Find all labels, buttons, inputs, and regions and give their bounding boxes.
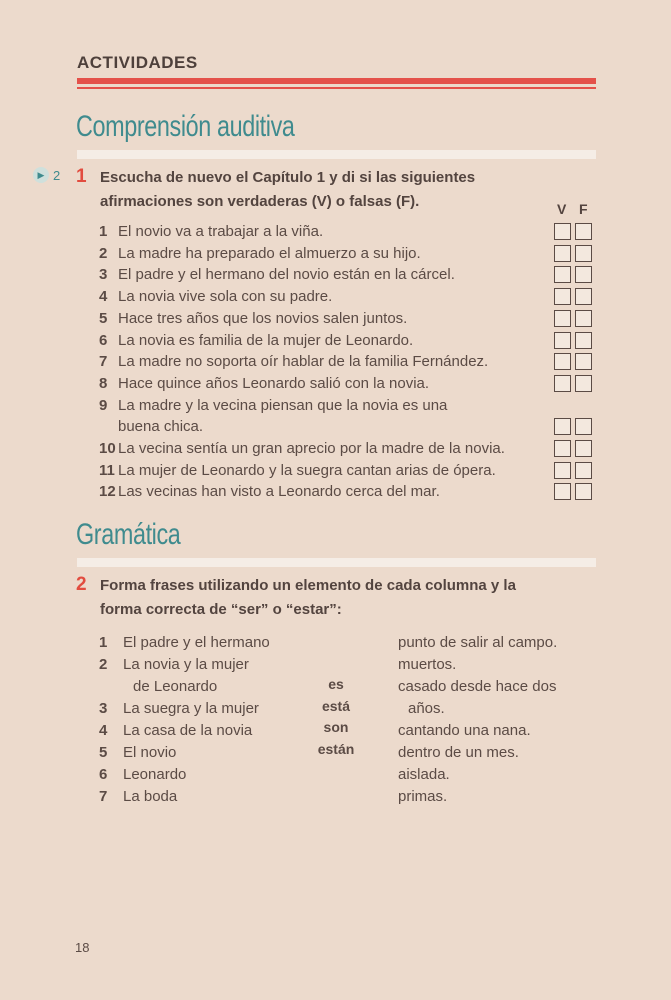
subject-text: de Leonardo <box>133 678 218 695</box>
item-text: Hace tres años que los novios salen juntos. <box>118 309 408 327</box>
statement-item <box>99 351 559 373</box>
track-number: 2 <box>53 167 61 183</box>
item-number: 6 <box>99 766 108 783</box>
item-number: 5 <box>99 309 108 327</box>
item-text: La novia es familia de la mujer de Leonardo. <box>118 331 414 349</box>
statement-item <box>99 438 559 460</box>
item-number: 7 <box>99 353 108 371</box>
statement-item <box>99 330 559 352</box>
statement-item <box>99 243 559 265</box>
complement-item: casado desde hace dos <box>398 678 557 695</box>
subject-item <box>99 676 217 698</box>
subject-item <box>99 742 176 764</box>
complement-item: cantando una nana. <box>398 722 531 739</box>
true-checkbox[interactable] <box>554 462 571 479</box>
false-checkbox[interactable] <box>575 375 592 392</box>
subject-item <box>99 720 252 742</box>
subject-item <box>99 786 177 808</box>
item-text: El novio va a trabajar a la viña. <box>118 223 324 240</box>
item-number: 1 <box>99 634 108 651</box>
verb-option: están <box>317 740 355 757</box>
true-checkbox[interactable] <box>554 245 571 262</box>
item-text: Hace quince años Leonardo salió con la novia. <box>118 374 430 392</box>
false-checkbox[interactable] <box>575 223 592 240</box>
question-number: 2 <box>76 574 87 595</box>
item-number: 4 <box>99 722 108 739</box>
subject-item <box>99 632 270 654</box>
question-text <box>100 574 516 622</box>
section-underline <box>77 558 596 567</box>
question-text <box>100 166 475 214</box>
item-text: La vecina sentía un gran aprecio por la madre de la novia. <box>118 440 505 457</box>
statement-item <box>99 286 559 308</box>
subject-text: El novio <box>123 744 177 761</box>
statement-item <box>99 460 559 482</box>
complement-item: muertos. <box>398 656 457 673</box>
false-checkbox[interactable] <box>575 440 592 457</box>
item-number: 2 <box>99 244 108 262</box>
item-number: 3 <box>99 700 108 717</box>
false-checkbox[interactable] <box>575 245 592 262</box>
item-text: Las vecinas han visto a Leonardo cerca del mar. <box>118 483 440 501</box>
question-line: afirmaciones son verdaderas (V) o falsas (F). <box>100 193 420 210</box>
verb-option: es <box>328 676 344 692</box>
true-checkbox[interactable] <box>554 332 571 349</box>
item-text: El padre y el hermano del novio están en la cárcel. <box>118 266 455 284</box>
subject-item <box>99 654 249 676</box>
section-title-gramatica: Gramática <box>76 518 181 551</box>
verb-option: son <box>323 719 349 735</box>
statement-item <box>99 264 559 286</box>
true-checkbox[interactable] <box>554 483 571 500</box>
subject-text: La boda <box>123 788 178 805</box>
subject-text: Leonardo <box>123 766 187 783</box>
true-label: V <box>557 201 567 217</box>
true-checkbox[interactable] <box>554 223 571 240</box>
true-checkbox[interactable] <box>554 310 571 327</box>
section-title-comprension: Comprensión auditiva <box>76 110 295 143</box>
section-header: ACTIVIDADES <box>77 53 198 72</box>
false-checkbox[interactable] <box>575 483 592 500</box>
false-checkbox[interactable] <box>575 462 592 479</box>
false-checkbox[interactable] <box>575 418 592 435</box>
false-checkbox[interactable] <box>575 332 592 349</box>
item-number: 5 <box>99 744 108 761</box>
section-underline <box>77 150 596 159</box>
item-number: 9 <box>99 396 108 414</box>
question-line: Forma frases utilizando un elemento de cada columna y la <box>100 577 516 594</box>
false-checkbox[interactable] <box>575 266 592 283</box>
true-checkbox[interactable] <box>554 440 571 457</box>
item-number: 1 <box>99 223 108 240</box>
statement-item <box>99 373 559 395</box>
complement-item: aislada. <box>398 766 450 783</box>
page-number: 18 <box>75 940 90 955</box>
statement-item <box>99 221 559 243</box>
complement-item: primas. <box>398 788 448 805</box>
item-number: 6 <box>99 331 108 349</box>
true-checkbox[interactable] <box>554 418 571 435</box>
subject-text: La novia y la mujer <box>123 656 249 673</box>
subject-item <box>99 698 259 720</box>
statement-item <box>99 395 559 438</box>
false-label: F <box>579 201 588 217</box>
item-number: 3 <box>99 266 108 284</box>
item-text-cont: buena chica. <box>118 418 204 436</box>
item-number: 11 <box>99 461 115 479</box>
true-checkbox[interactable] <box>554 375 571 392</box>
complement-item: dentro de un mes. <box>398 744 519 761</box>
item-text: La madre ha preparado el almuerzo a su hijo. <box>118 244 421 262</box>
question-line: Escucha de nuevo el Capítulo 1 y di si las siguientes <box>100 169 476 186</box>
false-checkbox[interactable] <box>575 353 592 370</box>
item-number: 8 <box>99 374 108 392</box>
true-checkbox[interactable] <box>554 353 571 370</box>
statement-item <box>99 481 559 503</box>
item-number: 12 <box>99 483 116 501</box>
item-text: La madre y la vecina piensan que la novia es una <box>118 396 448 414</box>
item-number: 4 <box>99 288 108 306</box>
true-checkbox[interactable] <box>554 288 571 305</box>
subject-text: La suegra y la mujer <box>123 700 259 717</box>
complement-item: punto de salir al campo. <box>398 634 558 651</box>
subject-text: El padre y el hermano <box>123 634 270 651</box>
verb-option: está <box>321 697 351 714</box>
statement-item <box>99 308 559 330</box>
play-icon: ▶ <box>33 167 49 183</box>
item-number: 7 <box>99 788 108 805</box>
item-text: La mujer de Leonardo y la suegra cantan arias de ópera. <box>118 461 496 479</box>
item-number: 10 <box>99 440 116 457</box>
question-number: 1 <box>76 166 87 187</box>
false-checkbox[interactable] <box>575 288 592 305</box>
item-text: La novia vive sola con su padre. <box>118 288 333 306</box>
header-rule <box>77 78 596 84</box>
true-checkbox[interactable] <box>554 266 571 283</box>
false-checkbox[interactable] <box>575 310 592 327</box>
subject-item <box>99 764 186 786</box>
audio-track-button[interactable] <box>33 167 60 183</box>
question-line: forma correcta de “ser” o “estar”: <box>100 601 342 618</box>
complement-item: años. <box>408 700 445 717</box>
header-rule-thin <box>77 87 596 89</box>
item-text: La madre no soporta oír hablar de la familia Fernández. <box>118 353 489 371</box>
item-number: 2 <box>99 656 108 673</box>
subject-text: La casa de la novia <box>123 722 253 739</box>
